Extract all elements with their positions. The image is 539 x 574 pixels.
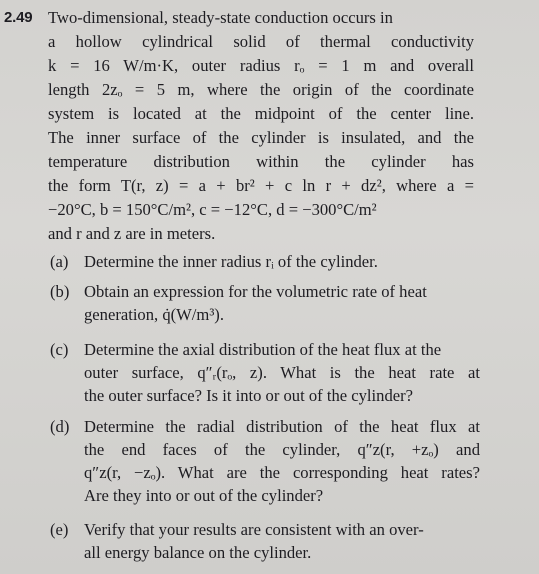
part-b-line-2: generation, q̇(W/m³).: [84, 305, 224, 324]
statement-line-7: temperature distribution within the cylinder has: [48, 152, 474, 171]
problem-number: 2.49: [4, 9, 33, 26]
statement-line-4: length 2zₒ = 5 m, where the origin of the coordinate: [48, 80, 474, 99]
part-c-line-1: Determine the axial distribution of the heat flux at the: [84, 340, 442, 359]
part-d-line-1: Determine the radial distribution of the heat flux at: [84, 417, 480, 436]
part-c-line-3: the outer surface? Is it into or out of the cylinder?: [84, 386, 413, 405]
part-d-line-4: Are they into or out of the cylinder?: [84, 486, 324, 505]
part-e-line-2: all energy balance on the cylinder.: [84, 543, 312, 562]
statement-line-2: a hollow cylindrical solid of thermal conductivity: [48, 32, 474, 51]
part-a-label: (a): [50, 252, 69, 271]
part-d-label: (d): [50, 417, 70, 436]
statement-line-5: system is located at the midpoint of the center line.: [48, 104, 474, 123]
part-c-line-2: outer surface, q″ᵣ(rₒ, z). What is the heat rate at: [84, 363, 480, 382]
part-e-line-1: Verify that your results are consistent with an over-: [84, 520, 424, 539]
statement-line-3: k = 16 W/m·K, outer radius rₒ = 1 m and overall: [48, 56, 474, 75]
statement-line-8: the form T(r, z) = a + br² + c ln r + dz², where a =: [48, 176, 474, 195]
part-b-line-1: Obtain an expression for the volumetric rate of heat: [84, 282, 427, 301]
statement-line-1: Two-dimensional, steady-state conduction occurs in: [48, 8, 393, 27]
statement-line-9: −20°C, b = 150°C/m², c = −12°C, d = −300°C/m²: [48, 200, 377, 219]
part-d-line-3: q″z(r, −zₒ). What are the corresponding heat rates?: [84, 463, 480, 482]
part-c-label: (c): [50, 340, 69, 359]
statement-line-6: The inner surface of the cylinder is insulated, and the: [48, 128, 474, 147]
statement-line-10: and r and z are in meters.: [48, 224, 216, 243]
part-d-line-2: the end faces of the cylinder, q″z(r, +zₒ) and: [84, 440, 480, 459]
part-a-line-1: Determine the inner radius rᵢ of the cylinder.: [84, 252, 378, 271]
part-e-label: (e): [50, 520, 69, 539]
part-b-label: (b): [50, 282, 70, 301]
